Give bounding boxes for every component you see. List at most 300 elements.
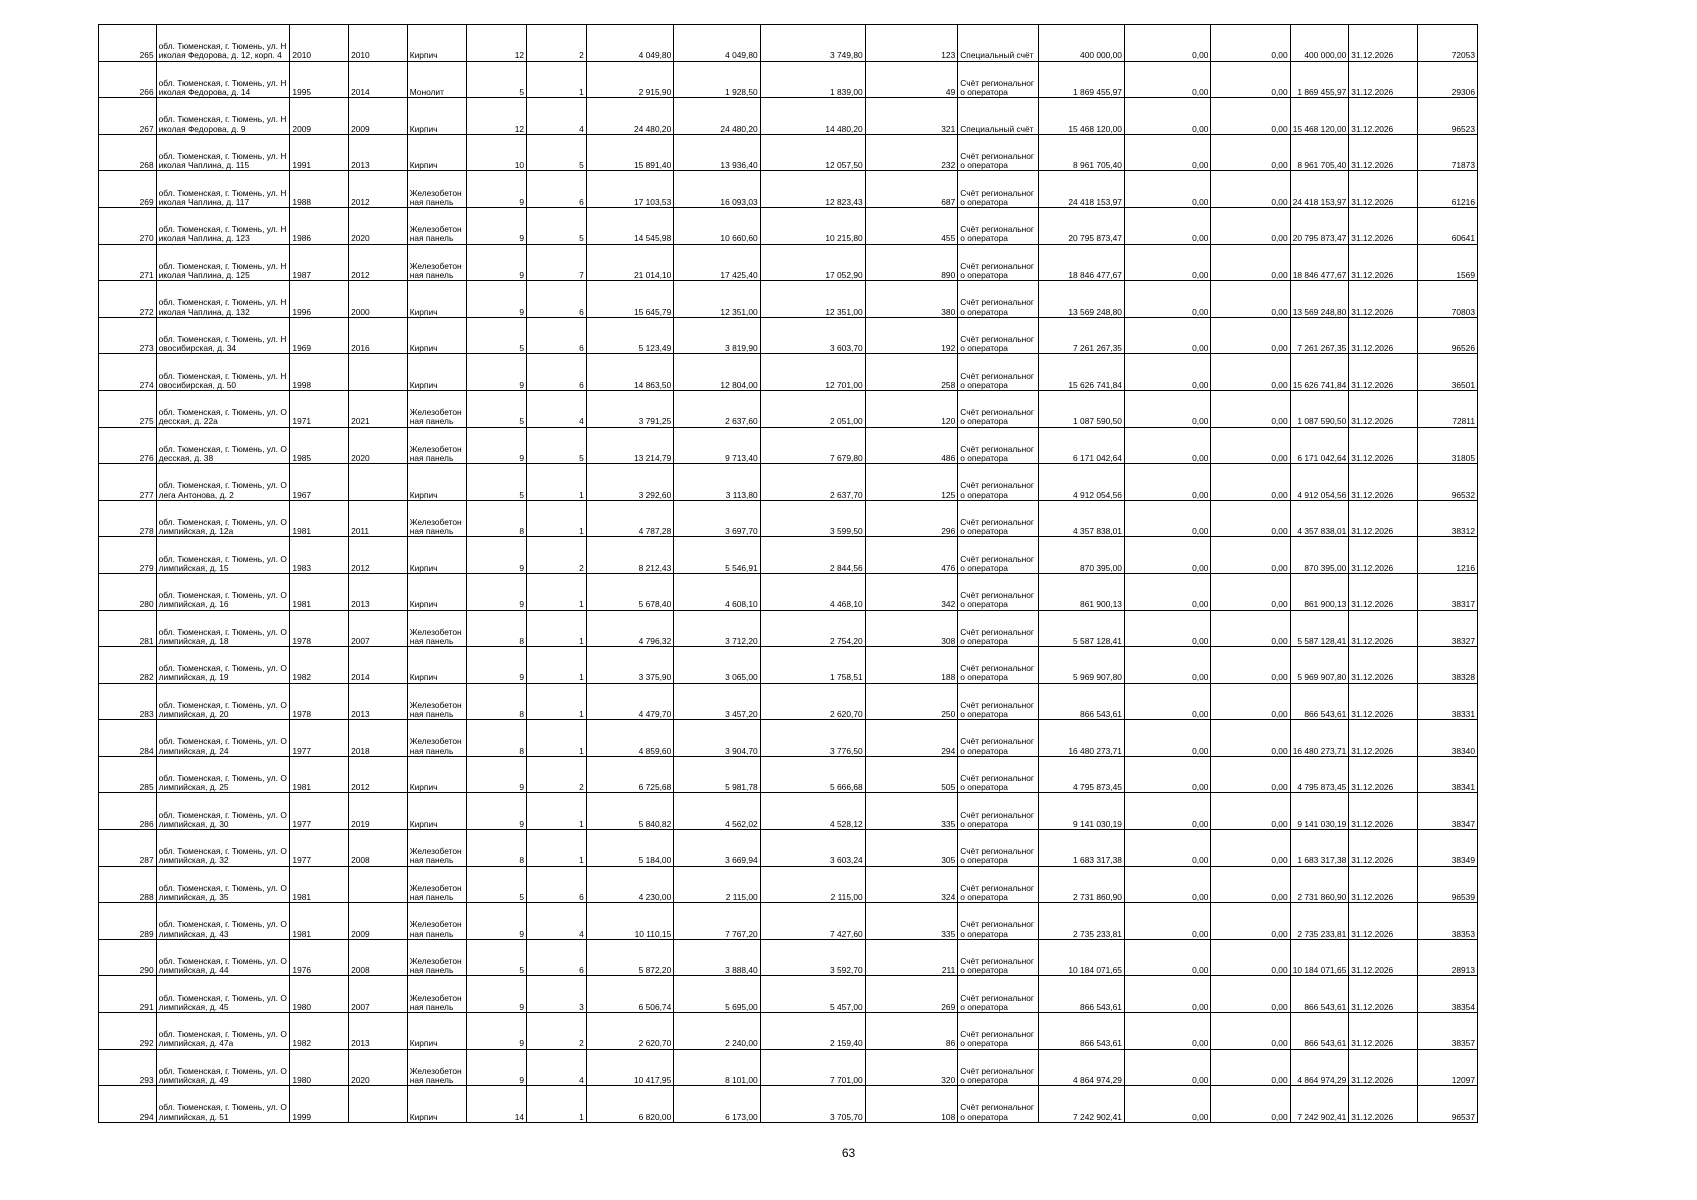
floors-cell: 8: [467, 683, 527, 720]
table-row: [99, 939, 1478, 976]
deadline-cell: 31.12.2026: [1349, 354, 1418, 391]
row-number-cell: 277: [99, 464, 157, 501]
deadline-cell: 31.12.2026: [1349, 830, 1418, 867]
wall-material-cell: Кирпич: [407, 317, 467, 354]
house-id-cell: 38340: [1418, 720, 1478, 757]
total-cost-cell: 400 000,00: [1290, 25, 1349, 62]
total-cost-cell: 4 357 838,01: [1290, 500, 1349, 537]
subsidy-b-cell: 0,00: [1211, 866, 1290, 903]
address-cell: обл. Тюменская, г. Тюмень, ул. Николая Чаплина, д. 132: [156, 281, 290, 318]
wall-material-cell: Кирпич: [407, 354, 467, 391]
residents-cell: 192: [865, 317, 958, 354]
year-renovated-cell: [349, 354, 408, 391]
total-cost-cell: 1 087 590,50: [1290, 390, 1349, 427]
deadline-cell: 31.12.2026: [1349, 244, 1418, 281]
row-number-cell: 283: [99, 683, 157, 720]
residential-area-cell: 7 427,60: [760, 903, 865, 940]
residents-cell: 258: [865, 354, 958, 391]
subsidy-b-cell: 0,00: [1211, 1086, 1290, 1123]
deadline-cell: 31.12.2026: [1349, 1013, 1418, 1050]
total-area-cell: 2 620,70: [586, 1013, 673, 1050]
fund-method-cell: Счёт регионального оператора: [958, 756, 1038, 793]
table-row: [99, 390, 1478, 427]
total-cost-cell: 13 569 248,80: [1290, 281, 1349, 318]
deadline-cell: 31.12.2026: [1349, 573, 1418, 610]
subsidy-a-cell: 0,00: [1124, 207, 1210, 244]
fund-method-cell: Счёт регионального оператора: [958, 1086, 1038, 1123]
floors-cell: 5: [467, 866, 527, 903]
fund-method-cell: Счёт регионального оператора: [958, 317, 1038, 354]
entrances-cell: 5: [527, 207, 587, 244]
table-row: [99, 610, 1478, 647]
residents-cell: 308: [865, 610, 958, 647]
subsidy-a-cell: 0,00: [1124, 98, 1210, 135]
living-area-cell: 7 767,20: [674, 903, 760, 940]
floors-cell: 9: [467, 1049, 527, 1086]
year-built-cell: 1977: [290, 793, 349, 830]
floors-cell: 9: [467, 427, 527, 464]
total-area-cell: 5 123,49: [586, 317, 673, 354]
row-number-cell: 288: [99, 866, 157, 903]
living-area-cell: 3 113,80: [674, 464, 760, 501]
living-area-cell: 10 660,60: [674, 207, 760, 244]
deadline-cell: 31.12.2026: [1349, 756, 1418, 793]
house-id-cell: 31805: [1418, 427, 1478, 464]
residential-area-cell: 2 637,70: [760, 464, 865, 501]
total-area-cell: 4 049,80: [586, 25, 673, 62]
year-renovated-cell: 2012: [349, 756, 408, 793]
house-id-cell: 72811: [1418, 390, 1478, 427]
address-cell: обл. Тюменская, г. Тюмень, ул. Николая Федорова, д. 12, корп. 4: [156, 25, 290, 62]
year-renovated-cell: [349, 866, 408, 903]
total-cost-cell: 2 735 233,81: [1290, 903, 1349, 940]
row-number-cell: 275: [99, 390, 157, 427]
wall-material-cell: Железобетонная панель: [407, 427, 467, 464]
residents-cell: 342: [865, 573, 958, 610]
living-area-cell: 5 981,78: [674, 756, 760, 793]
year-built-cell: 1976: [290, 939, 349, 976]
fund-method-cell: Счёт регионального оператора: [958, 793, 1038, 830]
entrances-cell: 1: [527, 610, 587, 647]
wall-material-cell: Кирпич: [407, 98, 467, 135]
total-cost-cell: 861 900,13: [1290, 573, 1349, 610]
total-area-cell: 6 725,68: [586, 756, 673, 793]
year-built-cell: 1978: [290, 683, 349, 720]
year-renovated-cell: 2013: [349, 1013, 408, 1050]
wall-material-cell: Кирпич: [407, 1013, 467, 1050]
floors-cell: 8: [467, 610, 527, 647]
floors-cell: 9: [467, 281, 527, 318]
deadline-cell: 31.12.2026: [1349, 683, 1418, 720]
row-number-cell: 293: [99, 1049, 157, 1086]
address-cell: обл. Тюменская, г. Тюмень, ул. Олимпийская, д. 44: [156, 939, 290, 976]
subsidy-a-cell: 0,00: [1124, 244, 1210, 281]
repair-cost-cell: 866 543,61: [1038, 976, 1124, 1013]
subsidy-a-cell: 0,00: [1124, 866, 1210, 903]
fund-method-cell: Счёт регионального оператора: [958, 1049, 1038, 1086]
year-built-cell: 1999: [290, 1086, 349, 1123]
subsidy-b-cell: 0,00: [1211, 207, 1290, 244]
total-area-cell: 4 479,70: [586, 683, 673, 720]
row-number-cell: 290: [99, 939, 157, 976]
wall-material-cell: Кирпич: [407, 573, 467, 610]
residents-cell: 321: [865, 98, 958, 135]
living-area-cell: 13 936,40: [674, 134, 760, 171]
row-number-cell: 265: [99, 25, 157, 62]
floors-cell: 12: [467, 25, 527, 62]
deadline-cell: 31.12.2026: [1349, 537, 1418, 574]
subsidy-a-cell: 0,00: [1124, 683, 1210, 720]
fund-method-cell: Счёт регионального оператора: [958, 610, 1038, 647]
living-area-cell: 3 697,70: [674, 500, 760, 537]
year-built-cell: 1969: [290, 317, 349, 354]
total-area-cell: 10 417,95: [586, 1049, 673, 1086]
living-area-cell: 3 065,00: [674, 647, 760, 684]
house-id-cell: 38353: [1418, 903, 1478, 940]
repair-cost-cell: 4 864 974,29: [1038, 1049, 1124, 1086]
fund-method-cell: Счёт регионального оператора: [958, 134, 1038, 171]
residential-area-cell: 3 603,24: [760, 830, 865, 867]
entrances-cell: 1: [527, 830, 587, 867]
subsidy-b-cell: 0,00: [1211, 25, 1290, 62]
residents-cell: 294: [865, 720, 958, 757]
residents-cell: 324: [865, 866, 958, 903]
address-cell: обл. Тюменская, г. Тюмень, ул. Олимпийская, д. 35: [156, 866, 290, 903]
year-renovated-cell: 2000: [349, 281, 408, 318]
year-renovated-cell: 2009: [349, 903, 408, 940]
house-id-cell: 96532: [1418, 464, 1478, 501]
year-renovated-cell: 2008: [349, 830, 408, 867]
living-area-cell: 2 637,60: [674, 390, 760, 427]
subsidy-b-cell: 0,00: [1211, 427, 1290, 464]
wall-material-cell: Железобетонная панель: [407, 207, 467, 244]
fund-method-cell: Счёт регионального оператора: [958, 1013, 1038, 1050]
living-area-cell: 8 101,00: [674, 1049, 760, 1086]
deadline-cell: 31.12.2026: [1349, 903, 1418, 940]
deadline-cell: 31.12.2026: [1349, 866, 1418, 903]
residential-area-cell: 4 528,12: [760, 793, 865, 830]
row-number-cell: 281: [99, 610, 157, 647]
year-built-cell: 2009: [290, 98, 349, 135]
residential-area-cell: 2 159,40: [760, 1013, 865, 1050]
residential-area-cell: 1 758,51: [760, 647, 865, 684]
fund-method-cell: Счёт регионального оператора: [958, 683, 1038, 720]
subsidy-a-cell: 0,00: [1124, 756, 1210, 793]
subsidy-a-cell: 0,00: [1124, 390, 1210, 427]
address-cell: обл. Тюменская, г. Тюмень, ул. Олимпийская, д. 30: [156, 793, 290, 830]
row-number-cell: 267: [99, 98, 157, 135]
fund-method-cell: Счёт регионального оператора: [958, 354, 1038, 391]
year-built-cell: 1998: [290, 354, 349, 391]
house-id-cell: 96526: [1418, 317, 1478, 354]
residents-cell: 380: [865, 281, 958, 318]
total-cost-cell: 15 468 120,00: [1290, 98, 1349, 135]
floors-cell: 9: [467, 244, 527, 281]
total-area-cell: 24 480,20: [586, 98, 673, 135]
residential-area-cell: 3 599,50: [760, 500, 865, 537]
table-row: [99, 354, 1478, 391]
total-area-cell: 21 014,10: [586, 244, 673, 281]
house-id-cell: 38357: [1418, 1013, 1478, 1050]
total-area-cell: 3 791,25: [586, 390, 673, 427]
subsidy-a-cell: 0,00: [1124, 610, 1210, 647]
year-built-cell: 1995: [290, 61, 349, 98]
table-row: [99, 171, 1478, 208]
fund-method-cell: Счёт регионального оператора: [958, 720, 1038, 757]
entrances-cell: 4: [527, 903, 587, 940]
repair-cost-cell: 8 961 705,40: [1038, 134, 1124, 171]
residential-area-cell: 14 480,20: [760, 98, 865, 135]
address-cell: обл. Тюменская, г. Тюмень, ул. Олимпийская, д. 20: [156, 683, 290, 720]
house-id-cell: 38317: [1418, 573, 1478, 610]
floors-cell: 12: [467, 98, 527, 135]
year-built-cell: 1986: [290, 207, 349, 244]
residential-area-cell: 2 844,56: [760, 537, 865, 574]
wall-material-cell: Железобетонная панель: [407, 1049, 467, 1086]
house-id-cell: 60641: [1418, 207, 1478, 244]
wall-material-cell: Кирпич: [407, 1086, 467, 1123]
entrances-cell: 1: [527, 500, 587, 537]
address-cell: обл. Тюменская, г. Тюмень, ул. Николая Федорова, д. 9: [156, 98, 290, 135]
address-cell: обл. Тюменская, г. Тюмень, ул. Николая Чаплина, д. 125: [156, 244, 290, 281]
year-renovated-cell: 2018: [349, 720, 408, 757]
deadline-cell: 31.12.2026: [1349, 25, 1418, 62]
repair-cost-cell: 861 900,13: [1038, 573, 1124, 610]
deadline-cell: 31.12.2026: [1349, 98, 1418, 135]
deadline-cell: 31.12.2026: [1349, 1086, 1418, 1123]
address-cell: обл. Тюменская, г. Тюмень, ул. Олимпийская, д. 51: [156, 1086, 290, 1123]
table-row: [99, 720, 1478, 757]
living-area-cell: 4 562,02: [674, 793, 760, 830]
address-cell: обл. Тюменская, г. Тюмень, ул. Николая Федорова, д. 14: [156, 61, 290, 98]
repair-cost-cell: 9 141 030,19: [1038, 793, 1124, 830]
residents-cell: 505: [865, 756, 958, 793]
subsidy-b-cell: 0,00: [1211, 134, 1290, 171]
wall-material-cell: Кирпич: [407, 134, 467, 171]
entrances-cell: 6: [527, 317, 587, 354]
year-built-cell: 1982: [290, 1013, 349, 1050]
address-cell: обл. Тюменская, г. Тюмень, ул. Одесская, д. 38: [156, 427, 290, 464]
total-cost-cell: 2 731 860,90: [1290, 866, 1349, 903]
floors-cell: 9: [467, 207, 527, 244]
subsidy-b-cell: 0,00: [1211, 281, 1290, 318]
total-cost-cell: 866 543,61: [1290, 976, 1349, 1013]
total-cost-cell: 866 543,61: [1290, 683, 1349, 720]
residential-area-cell: 3 705,70: [760, 1086, 865, 1123]
repair-cost-cell: 7 242 902,41: [1038, 1086, 1124, 1123]
entrances-cell: 3: [527, 976, 587, 1013]
total-cost-cell: 16 480 273,71: [1290, 720, 1349, 757]
house-id-cell: 72053: [1418, 25, 1478, 62]
repair-cost-cell: 18 846 477,67: [1038, 244, 1124, 281]
total-cost-cell: 1 683 317,38: [1290, 830, 1349, 867]
row-number-cell: 287: [99, 830, 157, 867]
year-renovated-cell: 2012: [349, 244, 408, 281]
address-cell: обл. Тюменская, г. Тюмень, ул. Олимпийская, д. 15: [156, 537, 290, 574]
year-renovated-cell: 2012: [349, 171, 408, 208]
total-cost-cell: 6 171 042,64: [1290, 427, 1349, 464]
entrances-cell: 5: [527, 427, 587, 464]
residential-area-cell: 2 754,20: [760, 610, 865, 647]
table-row: [99, 866, 1478, 903]
repair-cost-cell: 866 543,61: [1038, 1013, 1124, 1050]
row-number-cell: 285: [99, 756, 157, 793]
residential-area-cell: 7 701,00: [760, 1049, 865, 1086]
wall-material-cell: Железобетонная панель: [407, 903, 467, 940]
living-area-cell: 3 888,40: [674, 939, 760, 976]
total-area-cell: 2 915,90: [586, 61, 673, 98]
address-cell: обл. Тюменская, г. Тюмень, ул. Новосибирская, д. 34: [156, 317, 290, 354]
total-cost-cell: 1 869 455,97: [1290, 61, 1349, 98]
total-area-cell: 4 230,00: [586, 866, 673, 903]
deadline-cell: 31.12.2026: [1349, 610, 1418, 647]
year-built-cell: 1967: [290, 464, 349, 501]
entrances-cell: 4: [527, 1049, 587, 1086]
fund-method-cell: Счёт регионального оператора: [958, 537, 1038, 574]
deadline-cell: 31.12.2026: [1349, 939, 1418, 976]
floors-cell: 5: [467, 317, 527, 354]
house-id-cell: 96539: [1418, 866, 1478, 903]
subsidy-a-cell: 0,00: [1124, 1086, 1210, 1123]
deadline-cell: 31.12.2026: [1349, 134, 1418, 171]
table-row: [99, 1013, 1478, 1050]
year-renovated-cell: 2013: [349, 134, 408, 171]
house-id-cell: 38327: [1418, 610, 1478, 647]
floors-cell: 9: [467, 647, 527, 684]
year-built-cell: 1981: [290, 866, 349, 903]
fund-method-cell: Счёт регионального оператора: [958, 500, 1038, 537]
living-area-cell: 6 173,00: [674, 1086, 760, 1123]
living-area-cell: 1 928,50: [674, 61, 760, 98]
residents-cell: 476: [865, 537, 958, 574]
deadline-cell: 31.12.2026: [1349, 647, 1418, 684]
house-id-cell: 70803: [1418, 281, 1478, 318]
wall-material-cell: Железобетонная панель: [407, 610, 467, 647]
residential-area-cell: 12 701,00: [760, 354, 865, 391]
subsidy-b-cell: 0,00: [1211, 939, 1290, 976]
subsidy-a-cell: 0,00: [1124, 976, 1210, 1013]
wall-material-cell: Железобетонная панель: [407, 976, 467, 1013]
year-renovated-cell: 2007: [349, 976, 408, 1013]
year-built-cell: 1981: [290, 573, 349, 610]
table-row: [99, 427, 1478, 464]
repair-cost-cell: 1 683 317,38: [1038, 830, 1124, 867]
year-built-cell: 1981: [290, 500, 349, 537]
total-area-cell: 5 872,20: [586, 939, 673, 976]
deadline-cell: 31.12.2026: [1349, 317, 1418, 354]
residents-cell: 269: [865, 976, 958, 1013]
residential-area-cell: 10 215,80: [760, 207, 865, 244]
subsidy-b-cell: 0,00: [1211, 244, 1290, 281]
floors-cell: 9: [467, 171, 527, 208]
residential-area-cell: 7 679,80: [760, 427, 865, 464]
year-built-cell: 1988: [290, 171, 349, 208]
table-row: [99, 1049, 1478, 1086]
living-area-cell: 12 351,00: [674, 281, 760, 318]
year-renovated-cell: 2007: [349, 610, 408, 647]
fund-method-cell: Счёт регионального оператора: [958, 390, 1038, 427]
residents-cell: 188: [865, 647, 958, 684]
address-cell: обл. Тюменская, г. Тюмень, ул. Олимпийская, д. 47а: [156, 1013, 290, 1050]
living-area-cell: 12 804,00: [674, 354, 760, 391]
row-number-cell: 286: [99, 793, 157, 830]
year-renovated-cell: 2014: [349, 647, 408, 684]
table-row: [99, 134, 1478, 171]
address-cell: обл. Тюменская, г. Тюмень, ул. Олимпийская, д. 12а: [156, 500, 290, 537]
subsidy-a-cell: 0,00: [1124, 25, 1210, 62]
residents-cell: 305: [865, 830, 958, 867]
fund-method-cell: Счёт регионального оператора: [958, 207, 1038, 244]
year-built-cell: 1971: [290, 390, 349, 427]
total-area-cell: 6 506,74: [586, 976, 673, 1013]
repair-cost-cell: 7 261 267,35: [1038, 317, 1124, 354]
year-built-cell: 1977: [290, 830, 349, 867]
entrances-cell: 5: [527, 134, 587, 171]
residential-area-cell: 3 603,70: [760, 317, 865, 354]
residential-area-cell: 3 592,70: [760, 939, 865, 976]
row-number-cell: 280: [99, 573, 157, 610]
year-built-cell: 1982: [290, 647, 349, 684]
living-area-cell: 3 669,94: [674, 830, 760, 867]
total-area-cell: 15 891,40: [586, 134, 673, 171]
subsidy-a-cell: 0,00: [1124, 171, 1210, 208]
total-area-cell: 6 820,00: [586, 1086, 673, 1123]
residential-area-cell: 12 351,00: [760, 281, 865, 318]
floors-cell: 9: [467, 537, 527, 574]
table-row: [99, 207, 1478, 244]
subsidy-a-cell: 0,00: [1124, 354, 1210, 391]
address-cell: обл. Тюменская, г. Тюмень, ул. Одесская, д. 22а: [156, 390, 290, 427]
entrances-cell: 4: [527, 98, 587, 135]
entrances-cell: 1: [527, 720, 587, 757]
year-built-cell: 1980: [290, 1049, 349, 1086]
total-area-cell: 15 645,79: [586, 281, 673, 318]
repair-cost-cell: 5 587 128,41: [1038, 610, 1124, 647]
residents-cell: 211: [865, 939, 958, 976]
repair-cost-cell: 20 795 873,47: [1038, 207, 1124, 244]
living-area-cell: 17 425,40: [674, 244, 760, 281]
fund-method-cell: Счёт регионального оператора: [958, 171, 1038, 208]
subsidy-a-cell: 0,00: [1124, 830, 1210, 867]
wall-material-cell: Кирпич: [407, 464, 467, 501]
residents-cell: 320: [865, 1049, 958, 1086]
deadline-cell: 31.12.2026: [1349, 793, 1418, 830]
floors-cell: 5: [467, 464, 527, 501]
address-cell: обл. Тюменская, г. Тюмень, ул. Олимпийская, д. 43: [156, 903, 290, 940]
residents-cell: 890: [865, 244, 958, 281]
row-number-cell: 294: [99, 1086, 157, 1123]
entrances-cell: 1: [527, 1086, 587, 1123]
subsidy-b-cell: 0,00: [1211, 464, 1290, 501]
entrances-cell: 7: [527, 244, 587, 281]
living-area-cell: 3 457,20: [674, 683, 760, 720]
row-number-cell: 292: [99, 1013, 157, 1050]
data-sheet: [98, 24, 1478, 1123]
row-number-cell: 282: [99, 647, 157, 684]
year-renovated-cell: 2021: [349, 390, 408, 427]
entrances-cell: 1: [527, 793, 587, 830]
entrances-cell: 1: [527, 61, 587, 98]
living-area-cell: 5 695,00: [674, 976, 760, 1013]
deadline-cell: 31.12.2026: [1349, 464, 1418, 501]
row-number-cell: 272: [99, 281, 157, 318]
subsidy-a-cell: 0,00: [1124, 317, 1210, 354]
house-id-cell: 38349: [1418, 830, 1478, 867]
table-row: [99, 903, 1478, 940]
address-cell: обл. Тюменская, г. Тюмень, ул. Николая Чаплина, д. 123: [156, 207, 290, 244]
repair-cost-cell: 1 087 590,50: [1038, 390, 1124, 427]
total-cost-cell: 15 626 741,84: [1290, 354, 1349, 391]
